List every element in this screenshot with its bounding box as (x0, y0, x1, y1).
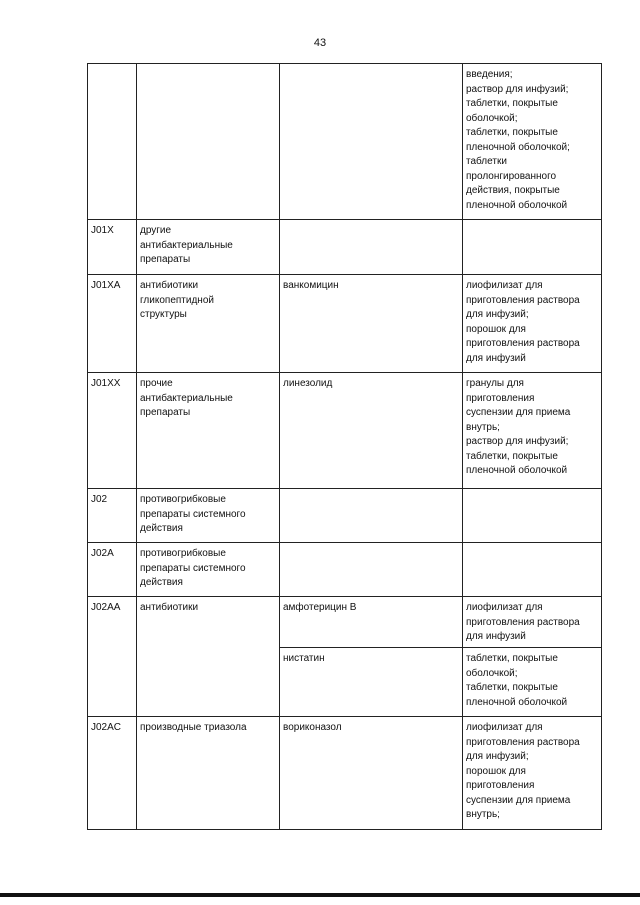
group-name-cell: антибиотики (137, 597, 280, 717)
table-row (88, 717, 602, 830)
drug-table (87, 63, 602, 830)
table-row (88, 597, 602, 648)
drug-name-cell (280, 220, 463, 275)
atc-code-cell: J02AA (88, 597, 137, 717)
group-name-cell: другие антибактериальные препараты (137, 220, 280, 275)
drug-name-cell: ванкомицин (280, 275, 463, 373)
dosage-form-cell (463, 220, 602, 275)
atc-code-cell: J01XA (88, 275, 137, 373)
group-name-cell: производные триазола (137, 717, 280, 830)
drug-name-cell: вориконазол (280, 717, 463, 830)
drug-name-cell: амфотерицин В (280, 597, 463, 648)
group-name-cell (137, 64, 280, 220)
drug-name-cell: нистатин (280, 648, 463, 717)
atc-code-cell: J02 (88, 489, 137, 543)
drug-name-cell (280, 64, 463, 220)
table-row (88, 489, 602, 543)
atc-code-cell: J01X (88, 220, 137, 275)
dosage-form-cell: лиофилизат для приготовления раствора для инфузий; порошок для приготовления раствора для инфузий (463, 275, 602, 373)
dosage-form-cell: лиофилизат для приготовления раствора для инфузий (463, 597, 602, 648)
table-row (88, 543, 602, 597)
table-row (88, 275, 602, 373)
atc-code-cell: J01XX (88, 373, 137, 489)
atc-code-cell (88, 64, 137, 220)
table-row (88, 220, 602, 275)
group-name-cell: противогрибковые препараты системного действия (137, 543, 280, 597)
atc-code-cell: J02AC (88, 717, 137, 830)
group-name-cell: антибиотики гликопептидной структуры (137, 275, 280, 373)
table-row (88, 373, 602, 489)
bottom-border-line (0, 893, 640, 897)
dosage-form-cell: таблетки, покрытые оболочкой; таблетки, покрытые пленочной оболочкой (463, 648, 602, 717)
page-number: 43 (313, 37, 327, 49)
dosage-form-cell (463, 489, 602, 543)
dosage-form-cell: гранулы для приготовления суспензии для приема внутрь; раствор для инфузий; таблетки, покрытые пленочной оболочкой (463, 373, 602, 489)
drug-name-cell (280, 543, 463, 597)
dosage-form-cell: введения; раствор для инфузий; таблетки, покрытые оболочкой; таблетки, покрытые пленочной оболочкой; таблетки пролонгированного действия, покрытые пленочной оболочкой (463, 64, 602, 220)
drug-name-cell: линезолид (280, 373, 463, 489)
atc-code-cell: J02A (88, 543, 137, 597)
dosage-form-cell (463, 543, 602, 597)
group-name-cell: прочие антибактериальные препараты (137, 373, 280, 489)
group-name-cell: противогрибковые препараты системного действия (137, 489, 280, 543)
table-row (88, 64, 602, 220)
dosage-form-cell: лиофилизат для приготовления раствора для инфузий; порошок для приготовления суспензии для приема внутрь; (463, 717, 602, 830)
drug-name-cell (280, 489, 463, 543)
